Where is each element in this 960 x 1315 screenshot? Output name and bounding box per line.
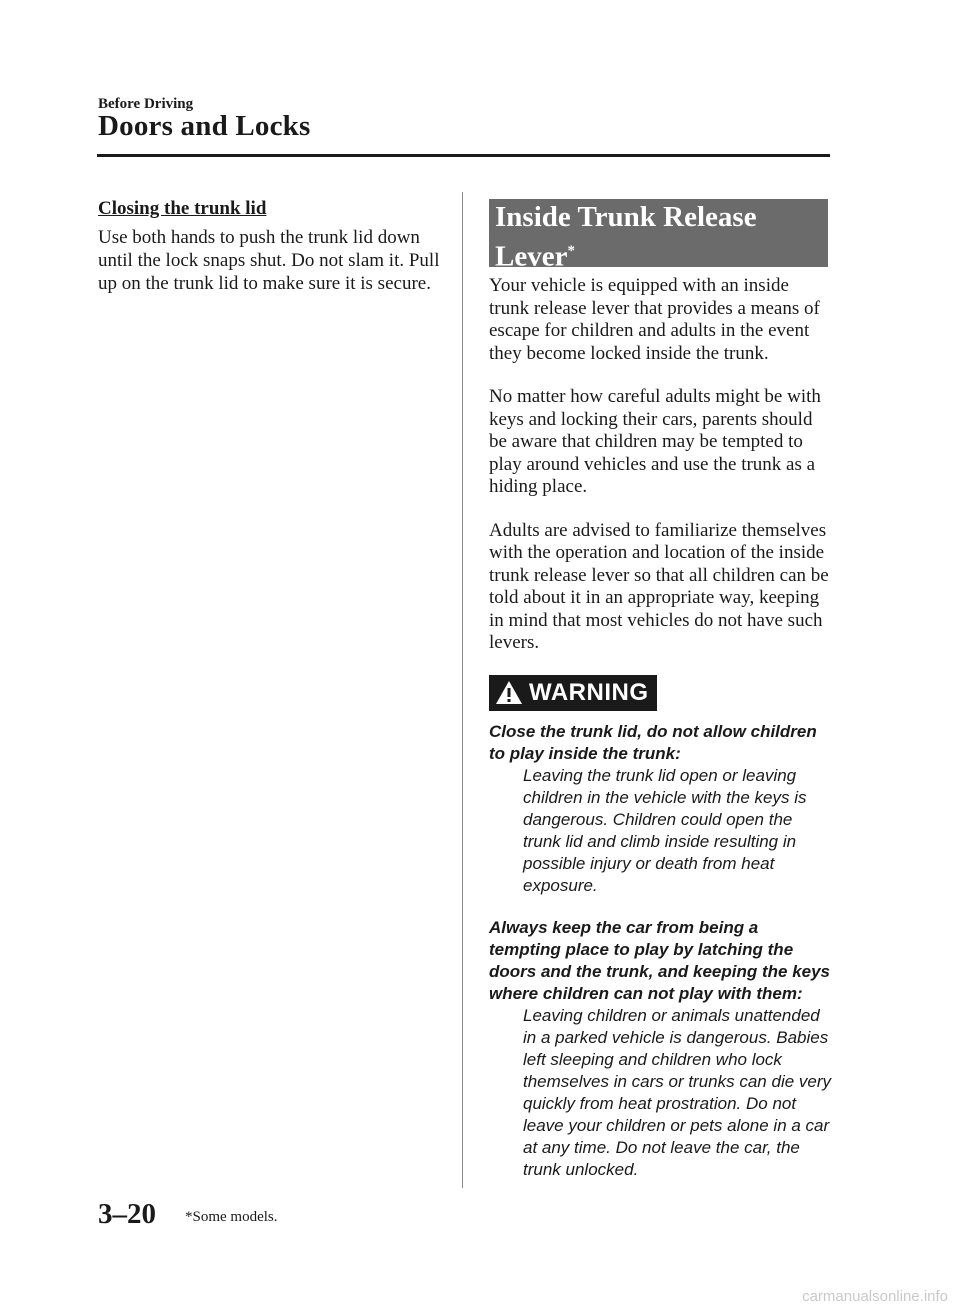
closing-trunk-subheading: Closing the trunk lid bbox=[98, 198, 267, 219]
footnote: *Some models. bbox=[185, 1209, 278, 1225]
left-column bbox=[98, 198, 443, 295]
right-column bbox=[489, 199, 831, 1181]
banner-asterisk: * bbox=[567, 243, 575, 259]
warning-detail: Leaving the trunk lid open or leaving children in the vehicle with the keys is dangerous. Children could open the trunk lid and climb inside resulting in possible injury or death from heat exposure. bbox=[523, 765, 807, 895]
header-rule bbox=[97, 154, 830, 157]
closing-trunk-body: Use both hands to push the trunk lid down until the lock snaps shut. Do not slam it. Pull up on the trunk lid to make sure it is secure. bbox=[98, 227, 440, 294]
warning-label: WARNING bbox=[529, 678, 649, 706]
warning-heading: Always keep the car from being a tempting place to play by latching the doors and the trunk, and keeping the keys where children can not play with them: bbox=[489, 917, 831, 1003]
watermark: carmanualsonline.info bbox=[802, 1288, 948, 1305]
warning-triangle-icon bbox=[495, 680, 523, 705]
paragraph: No matter how careful adults might be with keys and locking their cars, parents should be aware that children may be tempted to play around vehicles and use the trunk as a hiding place. bbox=[489, 386, 821, 497]
banner-title: Inside Trunk Release Lever bbox=[495, 201, 757, 273]
warning-badge bbox=[489, 675, 657, 711]
section-label: Before Driving bbox=[98, 96, 194, 112]
section-banner bbox=[489, 199, 828, 273]
intro-text bbox=[489, 275, 831, 655]
chapter-title: Doors and Locks bbox=[98, 110, 311, 142]
warning-detail: Leaving children or animals unattended in a parked vehicle is dangerous. Babies left sleeping and children who lock themselves in cars or trunks can die very quickly from heat prostration. Do not leave your children or pets alone in a car at any time. Do not leave the car, the trunk unlocked. bbox=[523, 1005, 832, 1179]
page-number: 3–20 bbox=[98, 1198, 156, 1230]
warning-heading: Close the trunk lid, do not allow children to play inside the trunk: bbox=[489, 721, 817, 763]
spacer bbox=[489, 897, 831, 917]
warning-content bbox=[489, 721, 831, 1181]
paragraph: Your vehicle is equipped with an inside trunk release lever that provides a means of escape for children and adults in the event they become locked inside the trunk. bbox=[489, 275, 820, 364]
paragraph: Adults are advised to familiarize themselves with the operation and location of the inside trunk release lever so that all children can be told about it in an appropriate way, keeping in mind that most vehicles do not have such levers. bbox=[489, 519, 829, 653]
column-divider bbox=[462, 192, 463, 1188]
